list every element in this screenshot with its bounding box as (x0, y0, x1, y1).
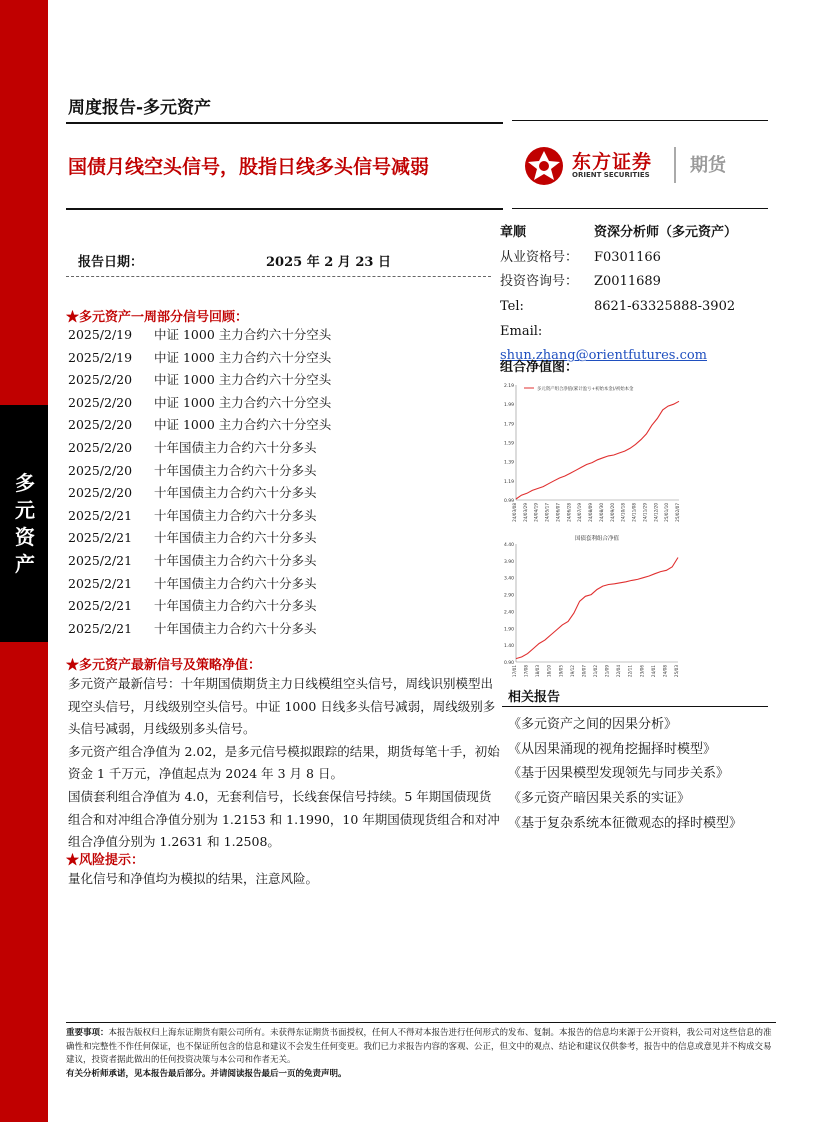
signal-row (68, 347, 488, 370)
signal-row (68, 392, 488, 415)
x-tick-label: 17/01 (512, 665, 517, 678)
analyst-key: 投资咨询号： (500, 274, 579, 290)
y-tick-label: 1.90 (503, 627, 514, 633)
analyst-name-row (500, 221, 790, 246)
signal-date: 2025/2/20 (68, 394, 133, 410)
y-tick-label: 3.90 (503, 559, 514, 565)
signal-row (68, 414, 488, 437)
analyst-key: Tel: (500, 299, 524, 315)
x-tick-label: 24/11/29 (642, 503, 648, 522)
footer-disclaimer (66, 1027, 776, 1081)
latest-body (68, 673, 501, 854)
analyst-key: Email: (500, 323, 543, 339)
analyst-value: F0301166 (594, 249, 661, 265)
related-report-link[interactable]: 《多元资产暗因果关系的实证》 (508, 791, 691, 807)
x-tick-label: 24/01 (650, 665, 656, 678)
y-tick-label: 1.59 (503, 441, 514, 447)
signal-date: 2025/2/21 (68, 507, 133, 523)
signal-text: 十年国债主力合约六十分多头 (154, 552, 317, 568)
signal-date: 2025/2/19 (68, 349, 133, 365)
analyst-row (500, 270, 790, 295)
footer-commitment: 有关分析师承诺，见本报告最后部分。并请阅读报告最后一页的免责声明。 (66, 1068, 347, 1079)
y-tick-label: 2.90 (503, 593, 514, 599)
analyst-row (500, 320, 790, 364)
signal-text: 中证 1000 主力合约六十分空头 (154, 417, 332, 433)
logo-text-en: ORIENT SECURITIES (572, 171, 650, 179)
related-report-link[interactable]: 《基于复杂系统本征微观态的择时模型》 (508, 815, 743, 831)
signal-row (68, 505, 488, 528)
signal-date: 2025/2/20 (68, 485, 133, 501)
latest-paragraph-2: 多元资产组合净值为 2.02，是多元信号模拟跟踪的结果，期货每笔十手，初始资金 1 千万元，净值起点为 2024 年 3 月 8 日。 (68, 743, 500, 782)
signal-date: 2025/2/20 (68, 462, 133, 478)
header-rule-right (512, 120, 768, 121)
x-tick-label: 25/02/07 (675, 503, 680, 522)
signal-text: 十年国债主力合约六十分多头 (154, 439, 317, 455)
risk-heading: ★风险提示： (66, 853, 145, 868)
legend-label: 多元资产组合净值(累计盈亏+初始本金)/初始本金 (537, 387, 634, 392)
related-heading: 相关报告 (508, 690, 561, 705)
related-list (508, 713, 778, 836)
y-tick-label: 1.40 (503, 644, 514, 650)
logo-divider (674, 147, 676, 183)
charts-heading: 组合净值图： (500, 360, 579, 375)
signal-text: 十年国债主力合约六十分多头 (154, 575, 317, 591)
footer-notice-label: 重要事项： (66, 1028, 109, 1038)
x-tick-label: 23/06 (639, 665, 645, 678)
header-rule-left (66, 122, 503, 124)
analyst-panel (500, 221, 790, 364)
company-logo (522, 145, 762, 187)
signal-row (68, 369, 488, 392)
signal-row (68, 437, 488, 460)
x-tick-label: 24/03/29 (522, 503, 528, 522)
signal-date: 2025/2/21 (68, 530, 133, 546)
date-divider (66, 276, 491, 277)
series-line (516, 401, 679, 499)
report-date-value: 2025 年 2 月 23 日 (266, 255, 391, 270)
analyst-title: 资深分析师（多元资产） (594, 225, 738, 240)
x-tick-label: 19/05 (558, 665, 564, 678)
footer-notice-text: 本报告版权归上海东证期货有限公司所有。未获得东证期货书面授权，任何人不得对本报告进行任何形式的发布、复制。本报告的信息均来源于公开资料，我公司对这些信息的准确性和完整性不作任何保证，也不保证所包含的信息和建议不会发生任何变更。我们已力求报告内容的客观、公正，但文中的观点、结论和建议仅供参考，报告中的信息或意见并不构成交易建议，投资者据此做出的任何投资决策与本公司和作者无关。 (66, 1028, 772, 1065)
signal-row (68, 527, 488, 550)
bond-arbitrage-nav-chart (496, 534, 688, 684)
x-tick-label: 24/04/19 (533, 503, 539, 522)
analyst-value: Z0011689 (594, 274, 661, 290)
signal-date: 2025/2/21 (68, 552, 133, 568)
signal-text: 中证 1000 主力合约六十分空头 (154, 349, 332, 365)
analyst-row (500, 295, 790, 320)
logo-futures-text: 期货 (690, 155, 726, 176)
x-tick-label: 19/12 (569, 665, 575, 678)
signal-date: 2025/2/21 (68, 598, 133, 614)
x-tick-label: 24/07/19 (577, 503, 583, 522)
report-title: 国债月线空头信号，股指日线多头信号减弱 (68, 156, 430, 178)
y-tick-label: 1.39 (503, 460, 514, 466)
y-tick-label: 1.79 (503, 422, 514, 428)
signal-text: 十年国债主力合约六十分多头 (154, 507, 317, 523)
x-tick-label: 22/04 (616, 665, 622, 678)
report-category: 周度报告-多元资产 (68, 98, 212, 118)
signal-row (68, 550, 488, 573)
x-tick-label: 24/06/07 (555, 503, 561, 522)
analyst-value: 8621-63325888-3902 (594, 299, 736, 315)
logo-text-cn: 东方证券 (572, 151, 653, 173)
signal-row (68, 460, 488, 483)
x-tick-label: 24/08 (662, 665, 668, 678)
signal-text: 十年国债主力合约六十分多头 (154, 530, 317, 546)
signal-text: 中证 1000 主力合约六十分空头 (154, 372, 332, 388)
signal-row (68, 573, 488, 596)
y-tick-label: 2.40 (503, 610, 514, 616)
y-tick-label: 4.40 (503, 543, 514, 548)
signal-date: 2025/2/21 (68, 620, 133, 636)
signal-text: 中证 1000 主力合约六十分空头 (154, 394, 332, 410)
related-report-link[interactable]: 《多元资产之间的因果分析》 (508, 717, 678, 732)
analyst-key: 从业资格号： (500, 249, 579, 265)
x-tick-label: 21/09 (604, 665, 610, 678)
title-rule-left (66, 208, 503, 210)
x-tick-label: 24/05/17 (544, 503, 550, 522)
signal-row (68, 324, 488, 347)
title-rule-right (512, 208, 768, 209)
signal-text: 十年国债主力合约六十分多头 (154, 485, 317, 501)
y-tick-label: 0.90 (503, 661, 514, 666)
signal-date: 2025/2/19 (68, 327, 133, 342)
signal-date: 2025/2/20 (68, 417, 133, 433)
footer-rule (66, 1022, 776, 1023)
signal-row (68, 482, 488, 505)
y-tick-label: 0.99 (503, 499, 514, 504)
y-tick-label: 1.19 (503, 479, 514, 485)
related-report-link[interactable]: 《基于因果模型发现领先与同步关系》 (508, 766, 730, 782)
side-category-label: 多元资产 (15, 471, 35, 576)
signal-text: 中证 1000 主力合约六十分空头 (154, 327, 332, 342)
logo-mark-icon (522, 145, 566, 187)
signal-row (68, 595, 488, 618)
x-tick-label: 24/12/20 (653, 503, 659, 522)
x-tick-label: 24/08/30 (598, 503, 604, 522)
x-tick-label: 24/08/09 (588, 503, 594, 522)
signal-date: 2025/2/20 (68, 372, 133, 388)
signal-text: 十年国债主力合约六十分多头 (154, 462, 317, 478)
y-tick-label: 1.99 (503, 403, 514, 409)
x-tick-label: 24/10/18 (620, 503, 626, 522)
latest-paragraph-1: 多元资产最新信号：十年期国债期货主力日线模组空头信号，周线识别模型出现空头信号，月线级别空头信号。中证 1000 日线多头信号减弱，周线级别多头信号减弱，月线级别多头信号。 (68, 676, 496, 737)
x-tick-label: 24/03/08 (512, 503, 517, 522)
signal-text: 十年国债主力合约六十分多头 (154, 620, 317, 636)
signal-row (68, 618, 488, 641)
x-tick-label: 22/11 (627, 665, 633, 678)
x-tick-label: 24/09/20 (609, 503, 615, 522)
x-tick-label: 20/07 (581, 665, 587, 678)
risk-text: 量化信号和净值均为模拟的结果，注意风险。 (68, 871, 319, 886)
x-tick-label: 17/08 (523, 665, 529, 678)
chart-title: 国债套利组合净值 (574, 536, 620, 542)
x-tick-label: 25/01/10 (664, 503, 670, 522)
x-tick-label: 21/02 (593, 665, 598, 678)
latest-paragraph-3: 国债套利组合净值为 4.0，无套利信号，长线套保信号持续。5 年期国债现货组合和对冲组合净值分别为 1.2153 和 1.1990，10 年期国债现货组合和对冲组合净值分别为 1.2631 和 1.2508。 (68, 788, 500, 850)
x-tick-label: 18/03 (535, 665, 541, 678)
analyst-name: 章顺 (500, 225, 527, 240)
x-tick-label: 25/03 (674, 665, 679, 678)
y-tick-label: 2.19 (503, 384, 514, 389)
related-rule (502, 706, 768, 707)
signal-date: 2025/2/20 (68, 439, 133, 455)
signals-list (68, 324, 488, 640)
portfolio-nav-chart (496, 376, 688, 536)
report-date-label: 报告日期： (78, 255, 144, 270)
analyst-row (500, 246, 790, 271)
series-line (516, 558, 678, 659)
signal-date: 2025/2/21 (68, 575, 133, 591)
x-tick-label: 24/11/08 (631, 503, 637, 522)
signals-heading: ★多元资产一周部分信号回顾： (66, 310, 249, 325)
x-tick-label: 18/10 (546, 665, 552, 678)
latest-heading: ★多元资产最新信号及策略净值： (66, 658, 262, 673)
y-tick-label: 3.40 (503, 576, 514, 582)
x-tick-label: 24/06/28 (566, 503, 572, 522)
signal-text: 十年国债主力合约六十分多头 (154, 598, 317, 614)
related-report-link[interactable]: 《从因果涌现的视角挖掘择时模型》 (508, 741, 717, 757)
analyst-email-link[interactable]: shun.zhang@orientfutures.com (500, 348, 708, 364)
